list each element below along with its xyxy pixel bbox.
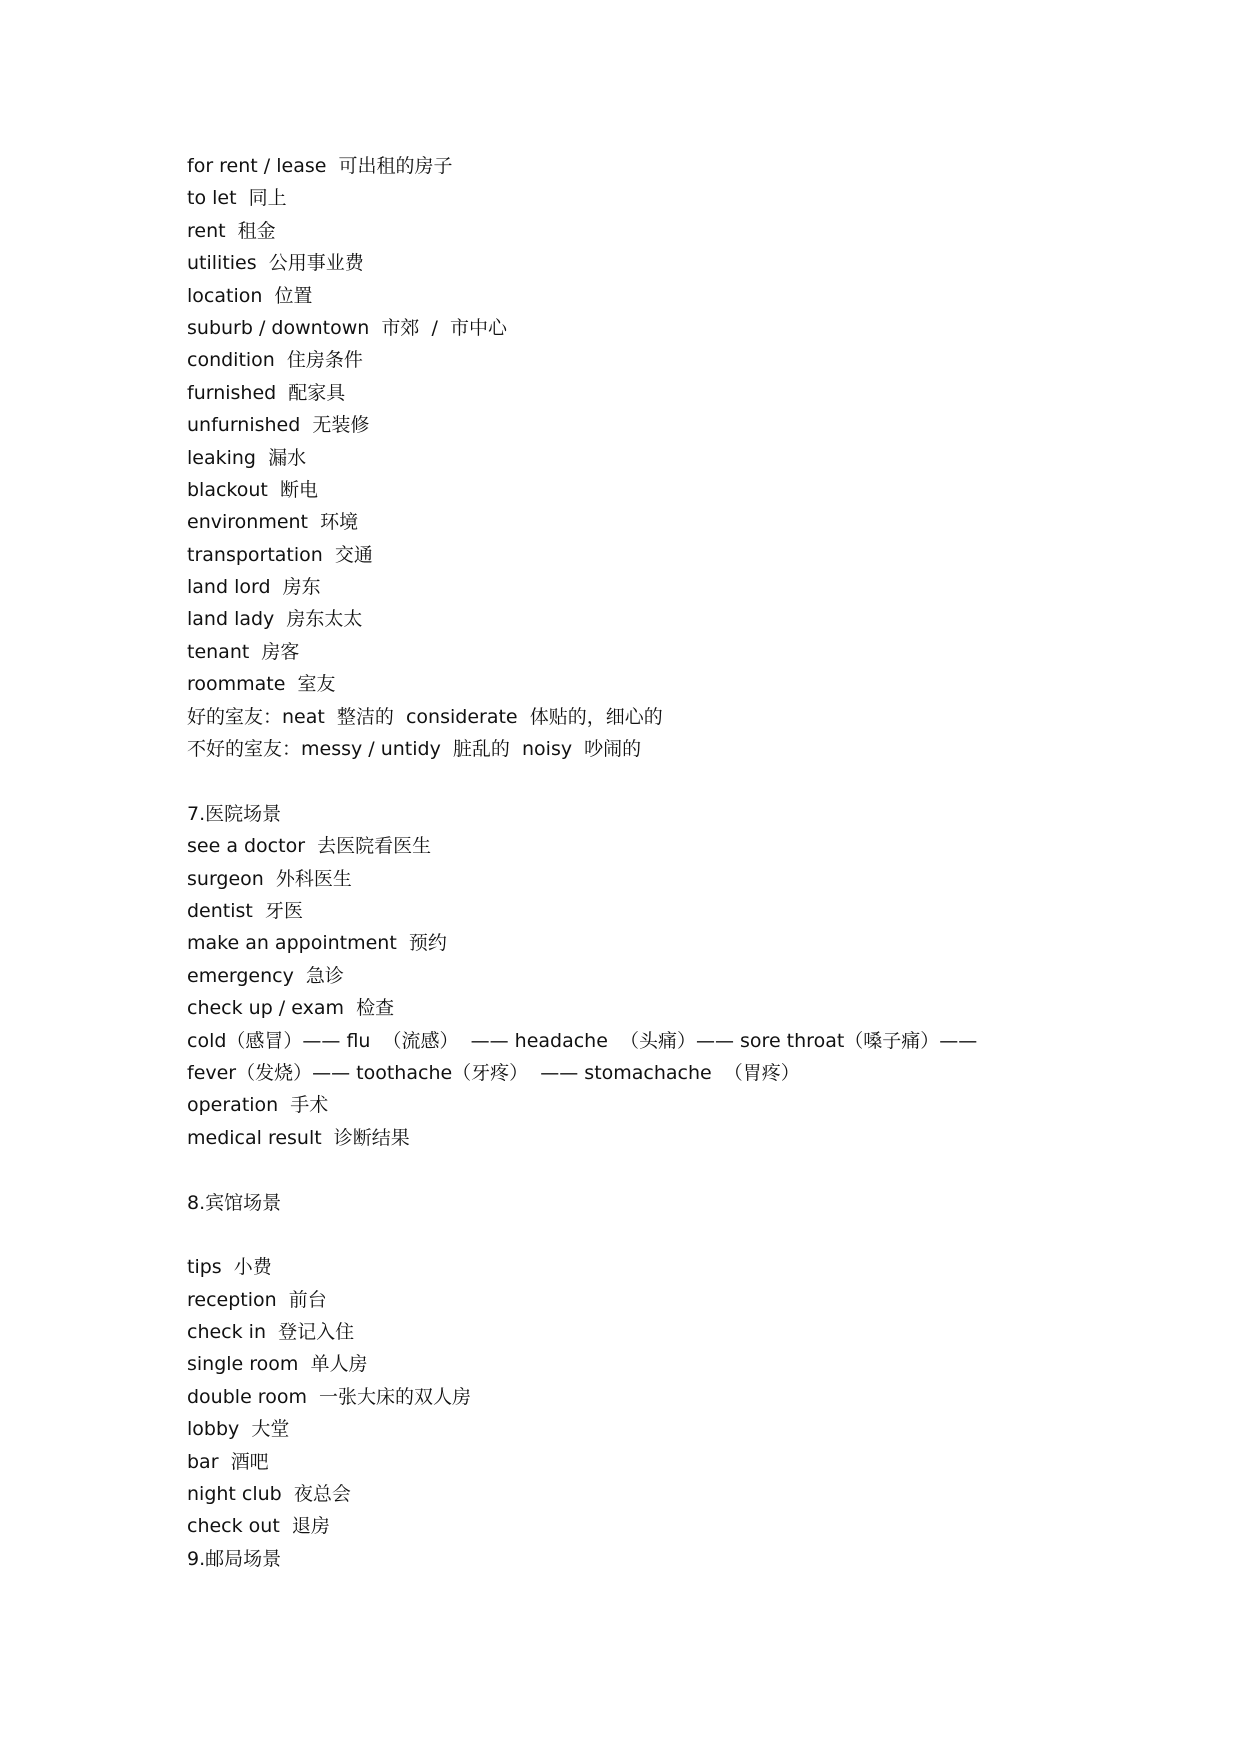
vocab-line: environment 环境 — [187, 511, 359, 534]
vocab-line: dentist 牙医 — [187, 899, 303, 922]
vocab-line: surgeon 外科医生 — [187, 867, 352, 890]
vocab-line: fever（发烧）—— toothache（牙疼） —— stomachache （胃疼） — [187, 1061, 800, 1084]
vocab-line: lobby 大堂 — [187, 1418, 290, 1441]
vocab-line: operation 手术 — [187, 1094, 329, 1117]
vocab-line: check out 退房 — [187, 1515, 330, 1538]
vocab-line: utilities 公用事业费 — [187, 252, 364, 275]
vocab-line: furnished 配家具 — [187, 381, 346, 404]
vocab-line: see a doctor 去医院看医生 — [187, 835, 432, 858]
vocab-line: 好的室友：neat 整洁的 considerate 体贴的，细心的 — [187, 705, 663, 728]
vocab-line: land lady 房东太太 — [187, 608, 363, 631]
vocab-line: cold（感冒）—— flu （流感） —— headache （头痛）—— sore throat（嗓子痛）—— — [187, 1029, 978, 1052]
blank-line — [187, 1219, 1187, 1251]
vocab-line: condition 住房条件 — [187, 349, 363, 372]
section-heading: 8.宾馆场景 — [187, 1191, 282, 1214]
vocab-line: to let 同上 — [187, 187, 287, 210]
vocab-line: roommate 室友 — [187, 673, 336, 696]
section-heading: 9.邮局场景 — [187, 1547, 282, 1570]
vocab-line: reception 前台 — [187, 1288, 327, 1311]
blank-line — [187, 1154, 1187, 1186]
vocab-line: unfurnished 无装修 — [187, 414, 370, 437]
vocabulary-list — [187, 150, 1187, 1575]
vocab-line: make an appointment 预约 — [187, 932, 447, 955]
vocab-line: night club 夜总会 — [187, 1483, 351, 1506]
vocab-line: single room 单人房 — [187, 1353, 368, 1376]
vocab-line: double room 一张大床的双人房 — [187, 1385, 472, 1408]
vocab-line: check in 登记入住 — [187, 1321, 355, 1344]
vocab-line: land lord 房东 — [187, 576, 321, 599]
section-heading: 7.医院场景 — [187, 802, 282, 825]
vocab-line: tips 小费 — [187, 1256, 272, 1279]
vocab-line: blackout 断电 — [187, 478, 318, 501]
vocab-line: tenant 房客 — [187, 640, 300, 663]
vocab-line: medical result 诊断结果 — [187, 1126, 410, 1149]
vocab-line: for rent / lease 可出租的房子 — [187, 155, 453, 177]
vocab-line: location 位置 — [187, 284, 313, 307]
vocab-line: rent 租金 — [187, 219, 276, 242]
vocab-line: check up / exam 检查 — [187, 997, 395, 1020]
vocab-line: bar 酒吧 — [187, 1450, 269, 1473]
vocab-line: suburb / downtown 市郊 / 市中心 — [187, 316, 507, 339]
vocab-line: emergency 急诊 — [187, 964, 344, 987]
blank-line — [187, 765, 1187, 797]
vocab-line: transportation 交通 — [187, 543, 373, 566]
vocab-line: leaking 漏水 — [187, 446, 307, 469]
vocab-line: 不好的室友：messy / untidy 脏乱的 noisy 吵闹的 — [187, 738, 642, 761]
